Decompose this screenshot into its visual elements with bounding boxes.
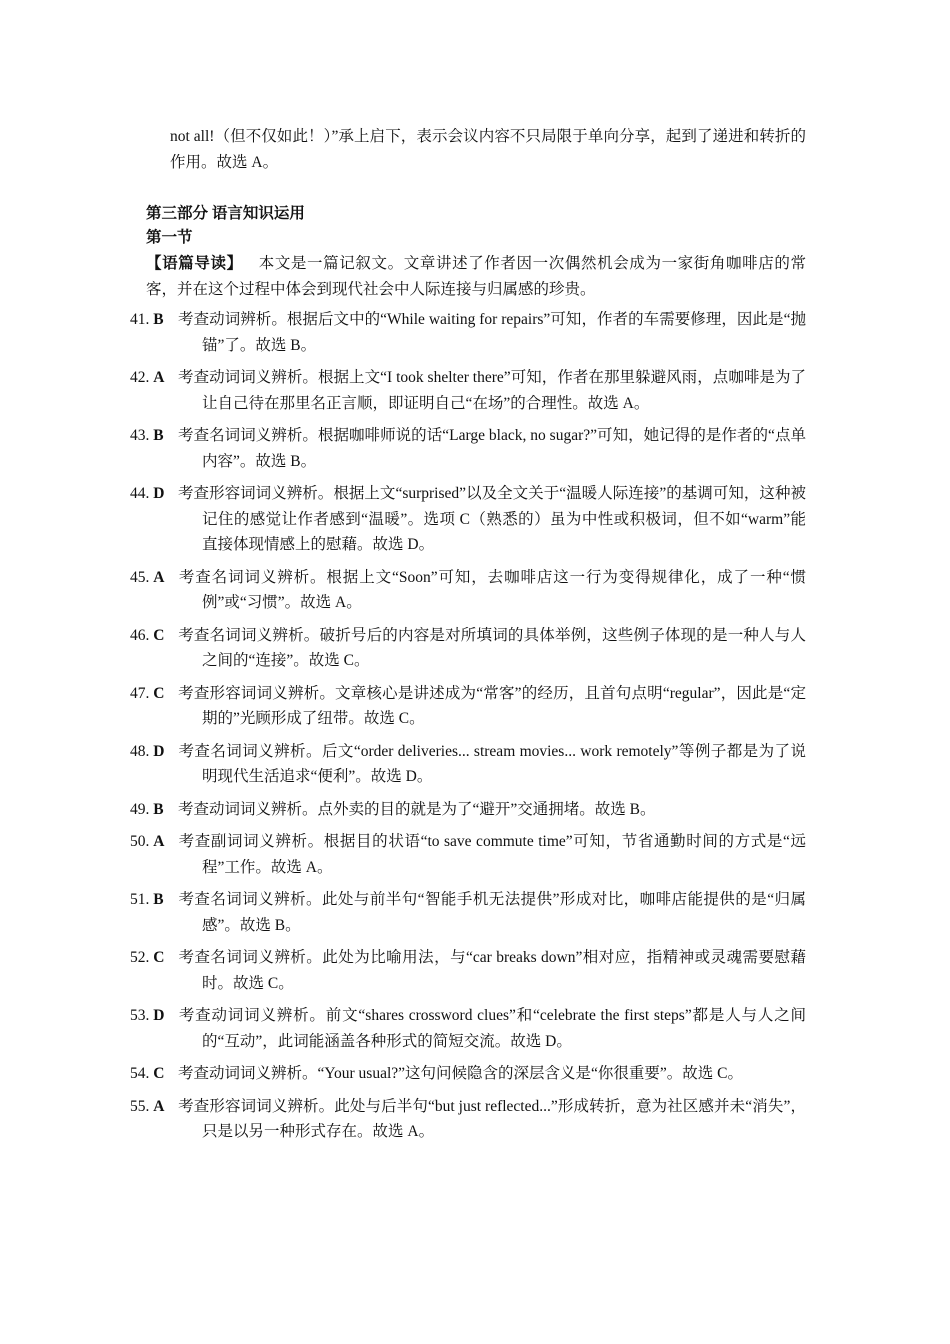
- answer-head: [130, 481, 174, 507]
- answer-item: [130, 1003, 806, 1054]
- question-number: 46.: [130, 626, 150, 644]
- answer-letter: A: [153, 1097, 165, 1115]
- answer-letter: C: [153, 626, 165, 644]
- question-number: 49.: [130, 800, 150, 818]
- answer-explanation: 考查动词词义辨析。前文“shares crossword clues”和“celebrate the first steps”都是人与人之间的“互动”，此词能涵盖各种形式的简短交流。故选 D。: [178, 1007, 806, 1050]
- answer-letter: C: [153, 1065, 165, 1082]
- passage-guide-text: 本文是一篇记叙文。文章讲述了作者因一次偶然机会成为一家街角咖啡店的常客，并在这个过程中体会到现代社会中人际连接与归属感的珍贵。: [146, 255, 806, 298]
- answer-explanation: 考查名词词义辨析。后文“order deliveries... stream movies... work remotely”等例子都是为了说明现代生活追求“便利”。故选 D。: [178, 742, 806, 785]
- answer-item: [130, 739, 806, 790]
- answer-item: [130, 565, 806, 616]
- question-number: 53.: [130, 1007, 150, 1024]
- answer-item: [130, 423, 806, 474]
- answer-letter: A: [153, 369, 165, 386]
- answer-item: [130, 945, 806, 996]
- answer-explanation: 考查动词词义辨析。点外卖的目的就是为了“避开”交通拥堵。故选 B。: [178, 800, 656, 818]
- answer-item: [130, 481, 806, 558]
- answer-item: [130, 829, 806, 880]
- answer-head: [130, 307, 174, 333]
- answer-letter: B: [153, 800, 164, 818]
- question-number: 55.: [130, 1097, 150, 1115]
- answer-head: [130, 1094, 174, 1120]
- passage-guide-label: 【语篇导读】: [146, 255, 243, 272]
- answer-item: [130, 623, 806, 674]
- answer-letter: D: [153, 1007, 165, 1024]
- answer-head: [130, 681, 174, 707]
- answer-letter: B: [153, 891, 164, 908]
- answer-explanation: 考查副词词义辨析。根据目的状语“to save commute time”可知，节省通勤时间的方式是“远程”工作。故选 A。: [178, 833, 806, 876]
- answer-item: [130, 1094, 806, 1145]
- question-number: 52.: [130, 949, 150, 966]
- section-subtitle: 第一节: [146, 229, 193, 246]
- answer-explanation: 考查名词词义辨析。根据上文“Soon”可知，去咖啡店这一行为变得规律化，成了一种“惯例”或“习惯”。故选 A。: [178, 568, 806, 611]
- answer-explanation: 考查形容词词义辨析。文章核心是讲述成为“常客”的经历，且首句点明“regular”，因此是“定期的”光顾形成了纽带。故选 C。: [178, 684, 806, 727]
- answer-head: [130, 797, 174, 823]
- answer-letter: C: [153, 684, 165, 702]
- question-number: 48.: [130, 742, 150, 760]
- answer-head: [130, 1003, 174, 1029]
- answer-head: [130, 423, 174, 449]
- answer-explanation: 考查动词词义辨析。根据上文“I took shelter there”可知，作者在那里躲避风雨，点咖啡是为了让自己待在那里名正言顺，即证明自己“在场”的合理性。故选 A。: [178, 369, 806, 412]
- answer-head: [130, 945, 174, 971]
- answer-head: [130, 1061, 174, 1087]
- question-number: 41.: [130, 311, 150, 328]
- question-number: 47.: [130, 684, 150, 702]
- answer-explanation: 考查名词词义辨析。此处为比喻用法，与“car breaks down”相对应，指精神或灵魂需要慰藉时。故选 C。: [178, 949, 806, 992]
- answer-item: [130, 887, 806, 938]
- answer-letter: A: [153, 568, 165, 586]
- answer-head: [130, 887, 174, 913]
- answer-explanation: 考查名词词义辨析。此处与前半句“智能手机无法提供”形成对比，咖啡店能提供的是“归属感”。故选 B。: [178, 891, 806, 934]
- question-number: 45.: [130, 568, 150, 586]
- question-number: 51.: [130, 891, 150, 908]
- answer-item: [130, 681, 806, 732]
- answer-item: [130, 1061, 806, 1087]
- answer-letter: B: [153, 311, 164, 328]
- answer-explanation: 考查名词词义辨析。根据咖啡师说的话“Large black, no sugar?”可知，她记得的是作者的“点单内容”。故选 B。: [178, 427, 806, 470]
- answer-letter: C: [153, 949, 165, 966]
- answer-head: [130, 829, 174, 855]
- answer-explanation: 考查动词词义辨析。“Your usual?”这句问候隐含的深层含义是“你很重要”。故选 C。: [178, 1065, 744, 1082]
- answer-explanation-list: [130, 307, 806, 1152]
- section-title: 第三部分 语言知识运用: [146, 205, 305, 222]
- answer-head: [130, 565, 174, 591]
- answer-head: [130, 365, 174, 391]
- previous-answer-continuation: not all!（但不仅如此！）”承上启下，表示会议内容不只局限于单向分享，起到了递进和转折的作用。故选 A。: [170, 128, 806, 171]
- answer-head: [130, 623, 174, 649]
- answer-explanation: 考查形容词词义辨析。根据上文“surprised”以及全文关于“温暖人际连接”的基调可知，这种被记住的感觉让作者感到“温暖”。选项 C（熟悉的）虽为中性或积极词，但不如“warm”能直接体现情感上的慰藉。故选 D。: [178, 485, 806, 553]
- question-number: 54.: [130, 1065, 150, 1082]
- answer-head: [130, 739, 174, 765]
- question-number: 42.: [130, 369, 150, 386]
- answer-item: [130, 797, 806, 823]
- answer-explanation: 考查动词辨析。根据后文中的“While waiting for repairs”可知，作者的车需要修理，因此是“抛锚”了。故选 B。: [178, 311, 806, 354]
- answer-explanation: 考查形容词词义辨析。此处与后半句“but just reflected...”形成转折，意为社区感并未“消失”，只是以另一种形式存在。故选 A。: [178, 1097, 806, 1140]
- passage-guide: [146, 251, 806, 303]
- answer-letter: A: [153, 833, 165, 850]
- answer-letter: D: [153, 485, 165, 502]
- answer-letter: B: [153, 427, 164, 444]
- question-number: 44.: [130, 485, 150, 502]
- answer-letter: D: [153, 742, 165, 760]
- question-number: 43.: [130, 427, 150, 444]
- answer-explanation: 考查名词词义辨析。破折号后的内容是对所填词的具体举例，这些例子体现的是一种人与人之间的“连接”。故选 C。: [178, 626, 806, 669]
- answer-item: [130, 307, 806, 358]
- answer-item: [130, 365, 806, 416]
- question-number: 50.: [130, 833, 150, 850]
